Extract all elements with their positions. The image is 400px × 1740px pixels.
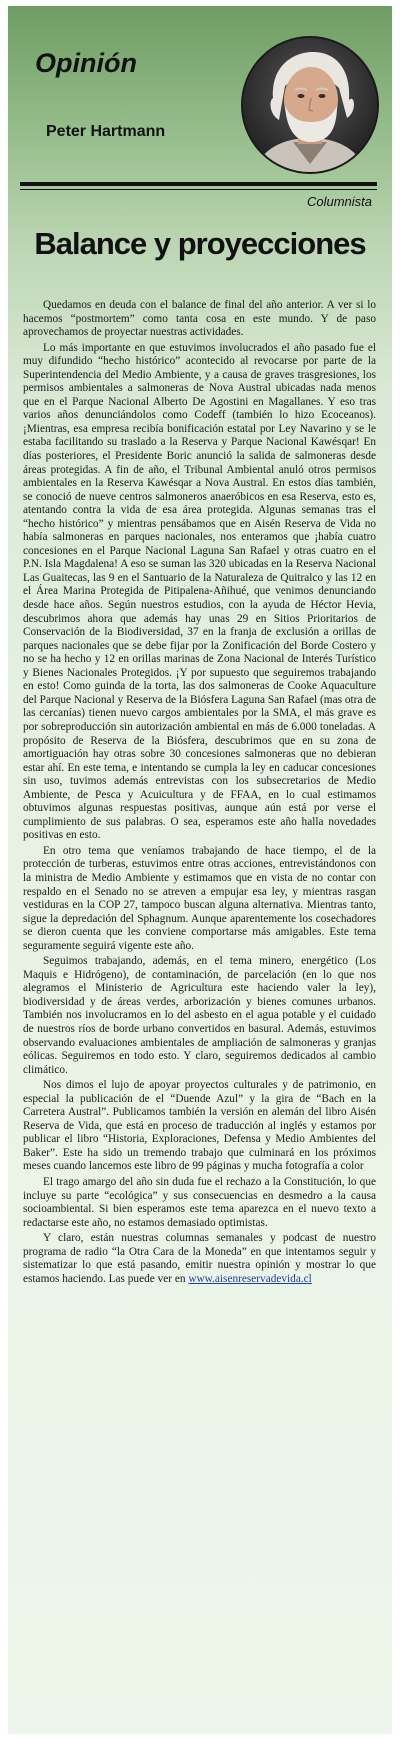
article-body (23, 299, 376, 1288)
author-role: Columnista (306, 194, 372, 209)
article-paragraph: Lo más importante en que estuvimos involucrados el año pasado fue el muy difundido “hecho histórico” acontecido al revocarse por parte de la Superintendencia del Medio Ambiente, y a causa de graves trasgresiones, los permisos ambientales a salmoneras de Nova Austral ubicadas nada menos que en el Parque Nacional Alberto De Agostini en Magallanes. Y eso tras varios años denunciándolos como Codeff (también lo hizo Ecoceanos). ¡Mientras, esa empresa recibía bonificación estatal por Ley Navarino y se le estaba facilitando su traslado a la Reserva y Parque Nacional Kawésqar! En días posteriores, el Presidente Boric anunció la salida de salmoneras desde áreas protegidas. A fin de año, el Tribunal Ambiental anuló otros permisos ambientales en la Reserva Kawésqar a Nova Austral. En estos días también, se conoció de nueve centros salmoneros anaeróbicos en esa Reserva, esto es, atentando contra la vida de esa área protegida. Algunas semanas tras el “hecho histórico” y mientras pensábamos que en Aisén Reserva de Vida no había salmoneras en parques nacionales, nos enteramos que ¡había cuatro concesiones en el Parque Nacional Laguna San Rafael y otras cuatro en el P.N. Isla Magdalena! A eso se suman las 320 ubicadas en la Reserva Nacional Las Guaitecas, las 9 en el Santuario de la Naturaleza de Quitralco y las 12 en el Área Marina Protegida de Pitipalena-Añihué, que venimos denunciando desde hace años. Según nuestros estudios, con la ayuda de Héctor Hevia, descubrimos ahora que además hay unas 29 en Sitios Prioritarios de Conservación de la Biodiversidad, 37 en la franja de exclusión a orillas de parques nacionales que se debe fijar por la Zonificación del Borde Costero y no se ha hecho y 12 en orillas marinas de Zona Nacional de Interés Turístico y Bienes Nacionales Protegidos. ¡Y por supuesto que seguiremos trabajando en esto! Como guinda de la torta, las dos salmoneras de Cooke Aquaculture del Parque Nacional y Reserva de la Biósfera Laguna San Rafael (mas otra de las cercanías) tienen nuevo cargos ambientales por la SMA, el más grave es por sobreproducción sin autorización ambiental en más de 6.000 toneladas. A propósito de Reserva de la Biósfera, descubrimos que en su zona de amortiguación hay otras sobre 30 concesiones salmoneras que no debieran estar ahí. En este tema, e intentando se cumpla la ley en caducar concesiones sin uso, tuvimos además entrevistas con los subsecretarios de Medio Ambiente, de Pesca y Acuicultura y de FFAA, en lo cual estimamos obtuvimos algunas respuestas positivas, aunque aún está por verse el cumplimiento de sus palabras. O sea, esperamos este año halla novedades positivas en esto. (23, 341, 376, 842)
article-paragraph: Nos dimos el lujo de apoyar proyectos culturales y de patrimonio, en especial la publicación de el “Duende Azul” y la gira de “Bach en la Carretera Austral”. Publicamos también la versión en alemán del libro Aisén Reserva de Vida, que está en proceso de traducción al inglés y estamos por publicar el libro “Historia, Exploraciones, Defensa y Medio Ambientes del Baker”. Este ha sido un tremendo trabajo que culminará en los próximos meses cuando lancemos este libro de 99 páginas y mucha fotografía a color (23, 1079, 376, 1173)
article-paragraph-text: Y claro, están nuestras columnas semanales y podcast de nuestro programa de radio “la Otra Cara de la Moneda” en que intentamos seguir y sistematizar lo que está pasando, emitir nuestra opinión y mostrar lo que estamos haciendo. Las puede ver en (23, 1232, 376, 1285)
column-header (8, 6, 392, 221)
author-portrait-image (243, 38, 377, 172)
article-title: Balance y proyecciones (34, 226, 366, 261)
column-panel (8, 6, 392, 1734)
author-photo (241, 36, 379, 174)
article-paragraph: Quedamos en deuda con el balance de final del año anterior. A ver si lo hacemos “postmortem” como tanta cosa en este mundo. Y de paso aprovechamos de proyectar nuestras actividades. (23, 299, 376, 339)
article-paragraph: El trago amargo del año sin duda fue el rechazo a la Constitución, lo que incluye su parte “ecológica” y sus consecuencias en desmedro a la causa socioambiental. Si bien esperamos este tema aparezca en el nuevo texto a redactarse este año, no estamos demasiado optimistas. (23, 1176, 376, 1229)
header-rule-thick (20, 182, 377, 186)
section-label: Opinión (35, 48, 137, 78)
website-link[interactable]: www.aisenreservadevida.cl (188, 1272, 312, 1285)
header-rule-thin (20, 189, 377, 190)
author-name: Peter Hartmann (46, 123, 166, 140)
article-last-paragraph (23, 1232, 376, 1286)
article-paragraph: Seguimos trabajando, además, en el tema minero, energético (Los Maquis e Hidrógeno), de contaminación, de parcelación (en lo que nos alegramos el Ministerio de Agricultura este haciendo valer la ley), biodiversidad y de áreas verdes, arborización y bienes comunes urbanos. También nos involucramos en lo del asbesto en el agua potable y el cuidado de nuestros ríos de borde urbano convertidos en basural. Además, estuvimos observando evaluaciones ambientales de ampliación de salmoneras y granjas eólicas. Seguiremos en todo esto. Y claro, seguiremos dedicados al cambio climático. (23, 955, 376, 1076)
article-paragraph: En otro tema que veníamos trabajando de hace tiempo, el de la protección de turberas, estuvimos entre otras acciones, entrevistándonos con la ministra de Medio Ambiente y estimamos que en vista de no contar con respaldo en el Senado no se atreven a empujar esa ley, y mientras rasgan vestiduras en la COP 27, tampoco buscan alguna alternativa. Mientras tanto, sigue la depredación del Sphagnum. Aunque aparentemente los cosechadores se dieron cuenta que les conviene comportarse más amigables. Este tema seguramente seguirá vigente este año. (23, 844, 376, 952)
